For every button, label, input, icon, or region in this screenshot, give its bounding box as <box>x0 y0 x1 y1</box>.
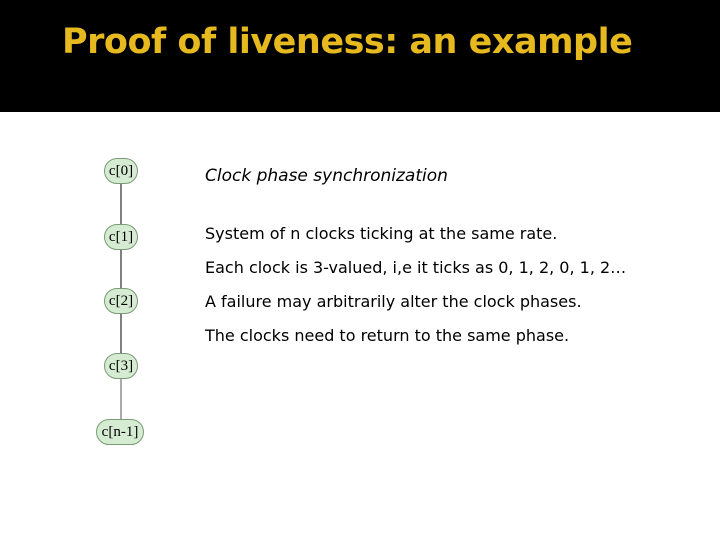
content-line-1: System of n clocks ticking at the same rate. <box>205 224 558 243</box>
content-line-3: A failure may arbitrarily alter the clock phases. <box>205 292 582 311</box>
clock-node-3: c[3] <box>104 353 138 379</box>
clock-node-0: c[0] <box>104 158 138 184</box>
content-line-2: Each clock is 3-valued, i,e it ticks as 0, 1, 2, 0, 1, 2… <box>205 258 627 277</box>
clock-node-1: c[1] <box>104 224 138 250</box>
content-heading: Clock phase synchronization <box>205 166 448 186</box>
slide-title: Proof of liveness: an example <box>62 22 633 62</box>
content-line-4: The clocks need to return to the same phase. <box>205 326 570 345</box>
clock-node-2: c[2] <box>104 288 138 314</box>
clock-node-n-1: c[n-1] <box>96 419 144 445</box>
